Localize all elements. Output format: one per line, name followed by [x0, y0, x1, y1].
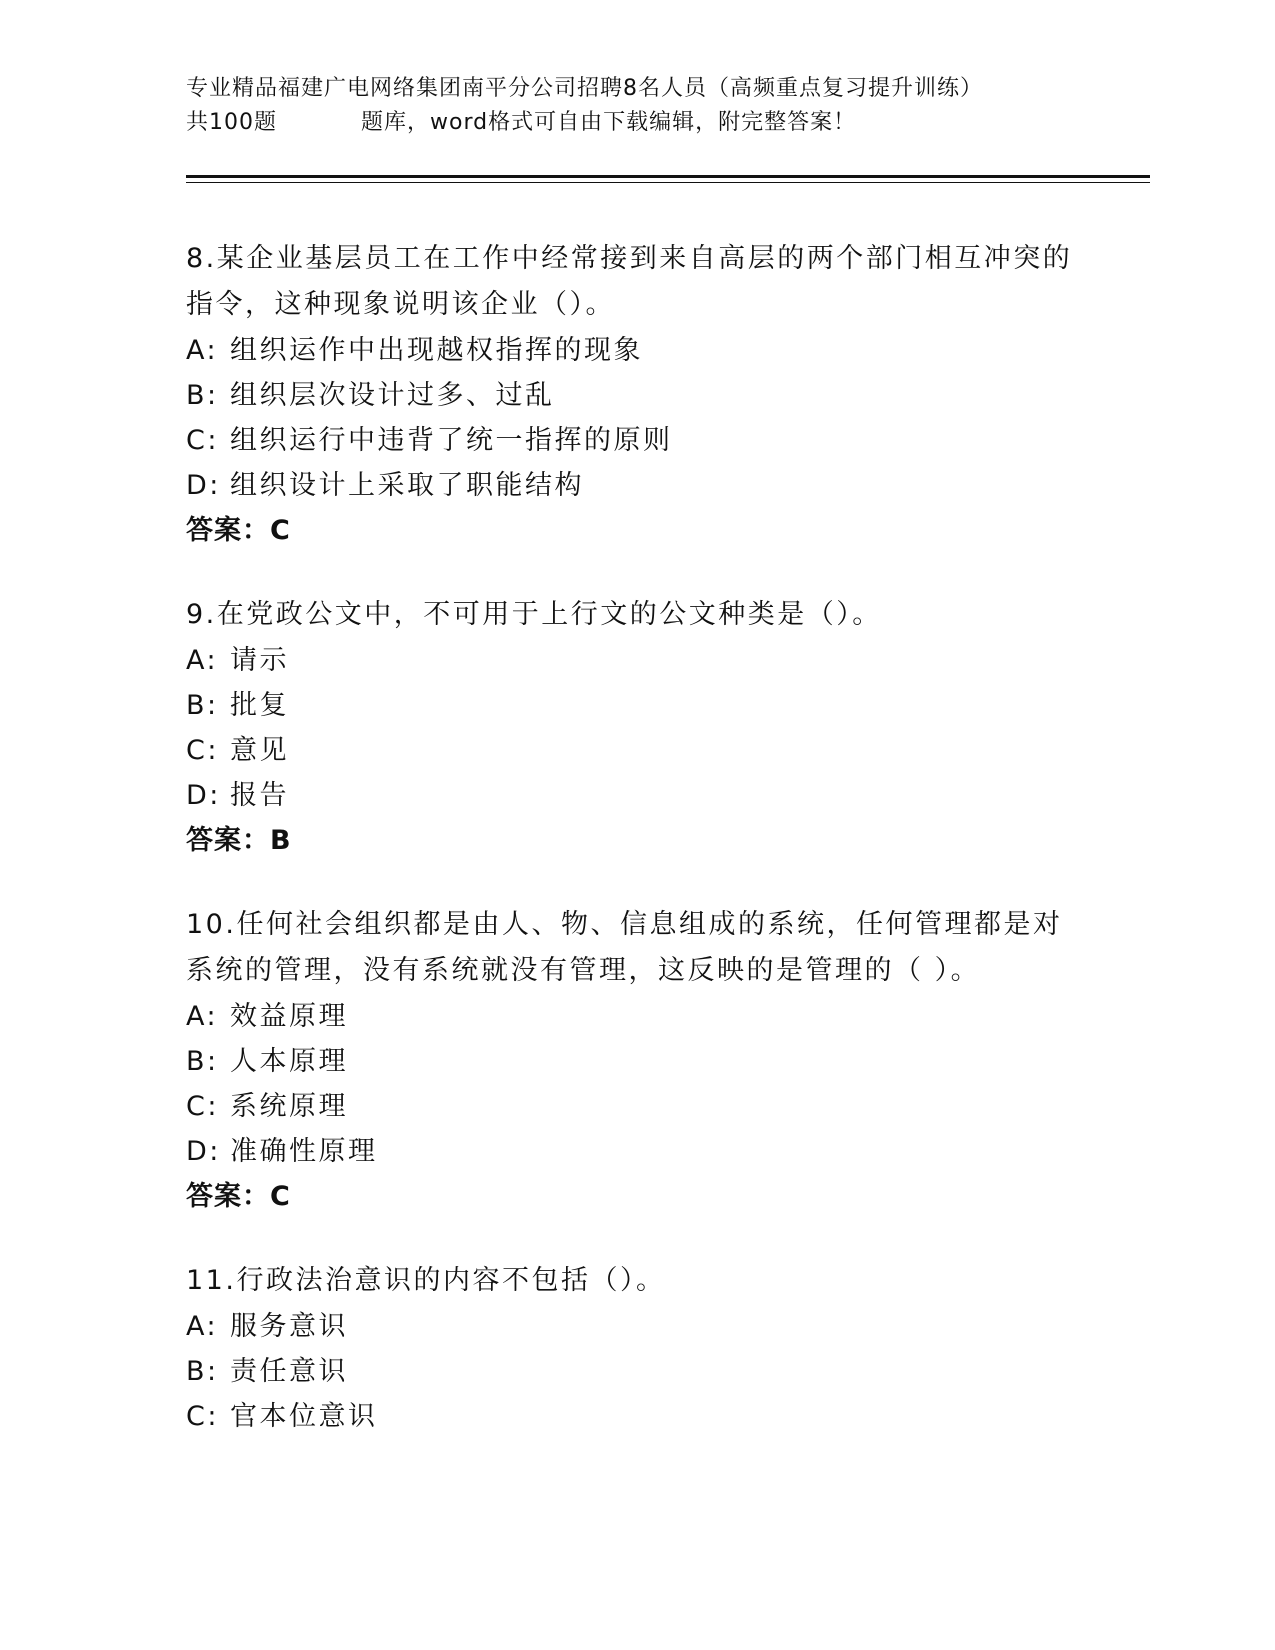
option-text: 官本位意识: [230, 1401, 378, 1432]
option-letter: A:: [186, 1001, 219, 1032]
option-d: [186, 773, 1086, 818]
option-letter: A:: [186, 335, 219, 366]
option-a: [186, 1304, 1086, 1349]
option-letter: B:: [186, 1356, 219, 1387]
option-text: 组织设计上采取了职能结构: [230, 470, 584, 501]
question-item: [186, 902, 1086, 1220]
question-stem: 8.某企业基层员工在工作中经常接到来自高层的两个部门相互冲突的指令，这种现象说明该企业（）。: [186, 243, 1073, 320]
option-letter: D:: [186, 780, 221, 811]
option-b: [186, 683, 1086, 728]
document-subtitle: 题库，word格式可自由下载编辑，附完整答案！: [361, 110, 857, 135]
answer-line: 答案：B: [186, 825, 292, 856]
question-item: [186, 236, 1086, 554]
option-letter: A:: [186, 1311, 219, 1342]
option-text: 责任意识: [230, 1356, 348, 1387]
option-letter: B:: [186, 690, 219, 721]
option-letter: D:: [186, 1136, 221, 1167]
question-stem: 10.任何社会组织都是由人、物、信息组成的系统，任何管理都是对系统的管理，没有系统就没有管理，这反映的是管理的（ ）。: [186, 909, 1063, 986]
question-stem: 9.在党政公文中，不可用于上行文的公文种类是（）。: [186, 599, 882, 630]
option-a: [186, 994, 1086, 1039]
question-list: [186, 236, 1086, 1477]
question-item: [186, 592, 1086, 864]
option-letter: C:: [186, 1401, 219, 1432]
option-text: 组织运作中出现越权指挥的现象: [230, 335, 643, 366]
option-text: 系统原理: [230, 1091, 348, 1122]
option-text: 组织层次设计过多、过乱: [230, 380, 555, 411]
document-title: 专业精品福建广电网络集团南平分公司招聘8名人员（高频重点复习提升训练）: [186, 76, 983, 101]
option-a: [186, 638, 1086, 683]
option-c: [186, 728, 1086, 773]
header-line-2: [186, 106, 1146, 140]
answer-line: 答案：C: [186, 515, 291, 546]
option-d: [186, 463, 1086, 508]
option-b: [186, 1349, 1086, 1394]
option-letter: B:: [186, 380, 219, 411]
question-count: 共100题: [186, 110, 277, 135]
option-b: [186, 373, 1086, 418]
option-text: 人本原理: [230, 1046, 348, 1077]
question-item: [186, 1258, 1086, 1439]
header-divider-thin: [186, 182, 1150, 183]
option-text: 请示: [230, 645, 289, 676]
option-letter: C:: [186, 1091, 219, 1122]
option-letter: C:: [186, 735, 219, 766]
option-text: 意见: [230, 735, 289, 766]
option-d: [186, 1129, 1086, 1174]
option-b: [186, 1039, 1086, 1084]
option-letter: C:: [186, 425, 219, 456]
option-text: 报告: [230, 780, 289, 811]
option-c: [186, 418, 1086, 463]
option-letter: B:: [186, 1046, 219, 1077]
option-text: 组织运行中违背了统一指挥的原则: [230, 425, 673, 456]
option-text: 服务意识: [230, 1311, 348, 1342]
option-text: 批复: [230, 690, 289, 721]
option-letter: A:: [186, 645, 219, 676]
option-text: 效益原理: [230, 1001, 348, 1032]
option-c: [186, 1394, 1086, 1439]
question-stem: 11.行政法治意识的内容不包括（）。: [186, 1265, 666, 1296]
answer-line: 答案：C: [186, 1181, 291, 1212]
option-letter: D:: [186, 470, 221, 501]
option-c: [186, 1084, 1086, 1129]
header-divider-thick: [186, 175, 1150, 178]
option-text: 准确性原理: [230, 1136, 378, 1167]
document-header: [186, 72, 1146, 140]
option-a: [186, 328, 1086, 373]
